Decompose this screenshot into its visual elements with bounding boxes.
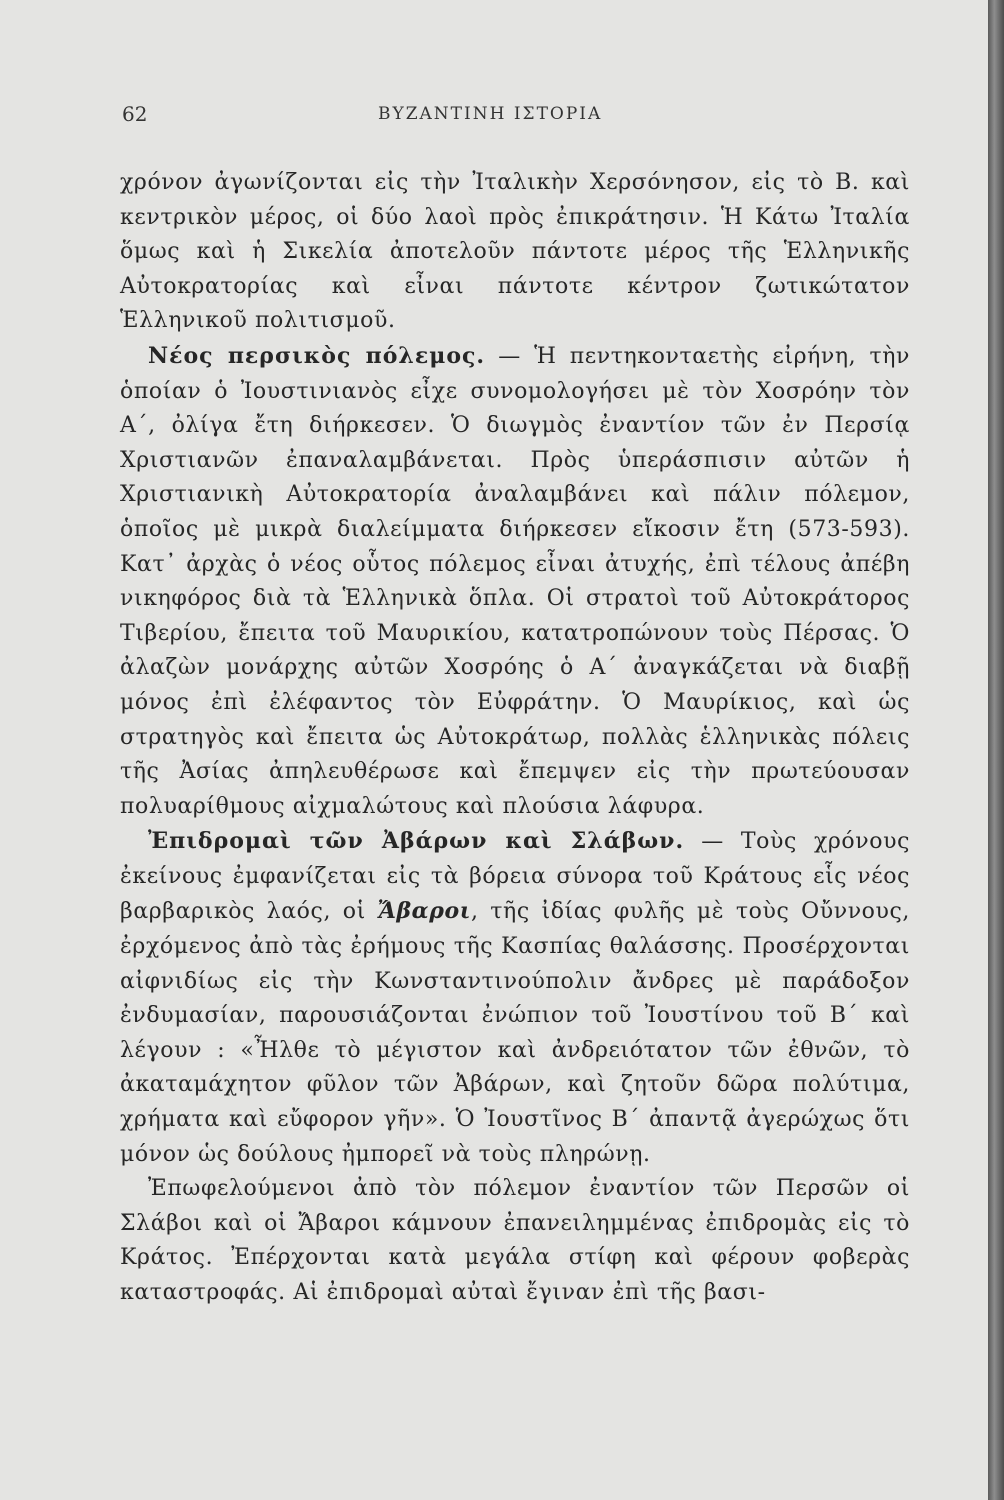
section-heading-persian-war: Νέος περσικὸς πόλεμος. — [148, 342, 486, 369]
running-title: ΒΥΖΑΝΤΙΝΗ ΙΣΤΟΡΙΑ — [378, 104, 603, 124]
paragraph-3 — [120, 824, 910, 1172]
paragraph-1: χρόνον ἀγωνίζονται εἰς τὴν Ἰταλικὴν Χερσόνησον, εἰς τὸ Β. καὶ κεντρικὸν μέρος, οἱ δύο λαοὶ πρὸς ἐπικράτησιν. Ἡ Κάτω Ἰταλία ὅμως καὶ ἡ Σικελία ἀποτελοῦν πάντοτε μέρος τῆς Ἑλληνικῆς Αὐτοκρατορίας καὶ εἶναι πάντοτε κέντρον ζωτικώτατον Ἑλληνικοῦ πολιτισμοῦ. — [120, 170, 910, 334]
paragraph-2 — [120, 339, 910, 824]
page-edge — [988, 0, 1004, 1500]
paragraph-3-text-b: , τῆς ἰδίας φυλῆς μὲ τοὺς Οὔννους, ἐρχόμενος ἀπὸ τὰς ἐρήμους τῆς Κασπίας θαλάσσης. Προσέρχονται αἰφνιδίως εἰς τὴν Κωνσταντινούπολιν ἄνδρες μὲ παράδοξον ἐνδυμασίαν, παρουσιάζονται ἐνώπιον τοῦ Ἰουστίνου τοῦ Β΄ καὶ λέγουν : «Ἦλθε τὸ μέγιστον καὶ ἀνδρειότατον τῶν ἐθνῶν, τὸ ἀκαταμάχητον φῦλον τῶν Ἀβάρων, καὶ ζητοῦν δῶρα πολύτιμα, χρήματα καὶ εὔφορον γῆν». Ὁ Ἰουστῖνος Β΄ ἀπαντᾷ ἀγερώχως ὅτι μόνον ὡς δούλους ἠμπορεῖ νὰ τοὺς πληρώνῃ. — [120, 899, 911, 1167]
emphasized-term-avars: Ἄβαροι — [377, 898, 471, 925]
paragraph-4: Ἐπωφελούμενοι ἀπὸ τὸν πόλεμον ἐναντίον τῶν Περσῶν οἱ Σλάβοι καὶ οἱ Ἄβαροι κάμνουν ἐπανειλημμένας ἐπιδρομὰς εἰς τὸ Κράτος. Ἐπέρχονται κατὰ μεγάλα στίφη καὶ φέρουν φοβερὰς καταστροφάς. Αἱ ἐπιδρομαὶ αὐταὶ ἔγιναν ἐπὶ τῆς βασι- — [120, 1176, 910, 1305]
page-header — [118, 96, 918, 136]
section-heading-avars-slavs: Ἐπιδρομαὶ τῶν Ἀβάρων καὶ Σλάβων. — [148, 828, 685, 855]
paragraph-2-text: — Ἡ πεντηκονταετὴς εἰρήνη, τὴν ὁποίαν ὁ Ἰουστινιανὸς εἶχε συνομολογήσει μὲ τὸν Χοσρόην τὸν Α΄, ὀλίγα ἔτη διήρκεσεν. Ὁ διωγμὸς ἐναντίον τῶν ἐν Περσίᾳ Χριστιανῶν ἐπαναλαμβάνεται. Πρὸς ὑπεράσπισιν αὐτῶν ἡ Χριστιανικὴ Αὐτοκρατορία ἀναλαμβάνει καὶ πάλιν πόλεμον, ὁποῖος μὲ μικρὰ διαλείμματα διήρκεσεν εἴκοσιν ἔτη (573-593). Κατ᾽ ἀρχὰς ὁ νέος οὗτος πόλεμος εἶναι ἀτυχής, ἐπὶ τέλους ἀπέβη νικηφόρος διὰ τὰ Ἑλληνικὰ ὅπλα. Οἱ στρατοὶ τοῦ Αὐτοκράτορος Τιβερίου, ἔπειτα τοῦ Μαυρικίου, κατατροπώνουν τοὺς Πέρσας. Ὁ ἀλαζὼν μονάρχης αὐτῶν Χοσρόης ὁ Α΄ ἀναγκάζεται νὰ διαβῇ μόνος ἐπὶ ἐλέφαντος τὸν Εὐφράτην. Ὁ Μαυρίκιος, καὶ ὡς στρατηγὸς καὶ ἔπειτα ὡς Αὐτοκράτωρ, πολλὰς ἑλληνικὰς πόλεις τῆς Ἀσίας ἀπηλευθέρωσε καὶ ἔπεμψεν εἰς τὴν πρωτεύουσαν πολυαρίθμους αἰχμαλώτους καὶ πλούσια λάφυρα. — [120, 343, 911, 819]
page-number: 62 — [122, 102, 148, 126]
paragraph-3-text-a: — Τοὺς χρόνους ἐκείνους ἐμφανίζεται εἰς τὰ βόρεια σύνορα τοῦ Κράτους εἷς νέος βαρβαρικὸς λαός, οἱ — [120, 829, 910, 925]
body-text — [120, 166, 910, 1311]
